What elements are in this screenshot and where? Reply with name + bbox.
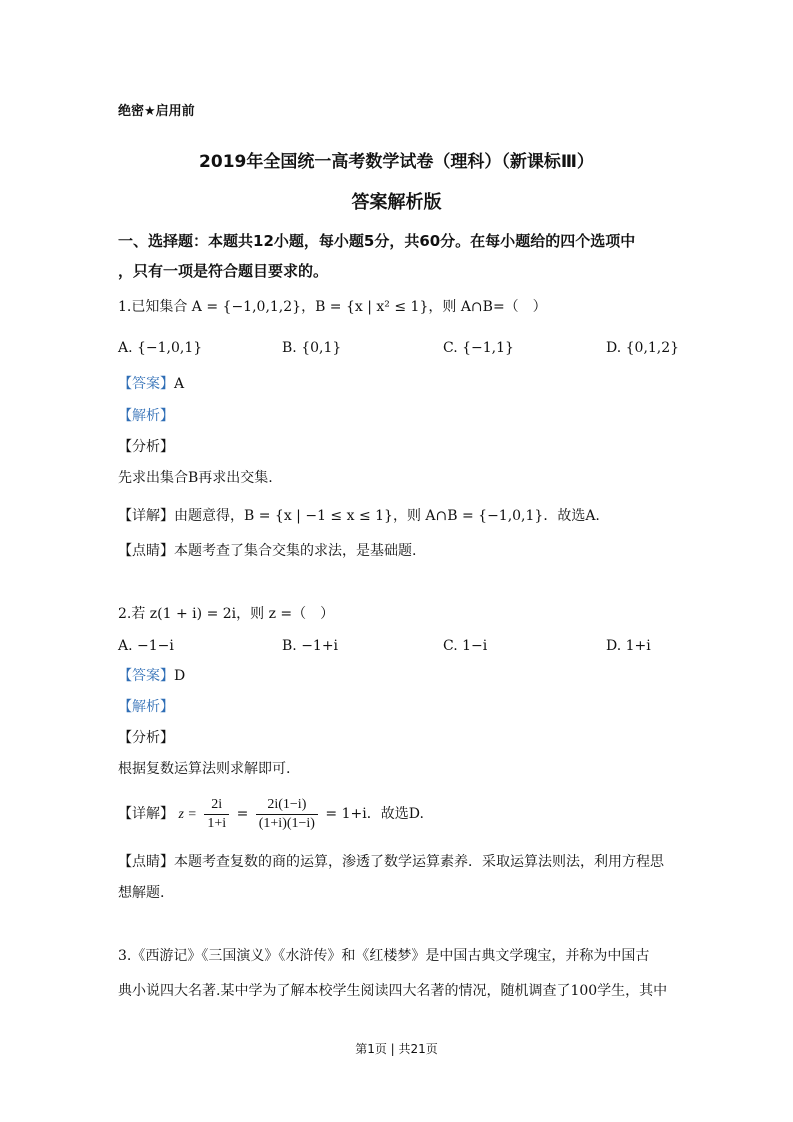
q2-stem: 2.若 z(1 + i) = 2i，则 z =（ ） [118, 606, 335, 622]
q2-fenxi-text: 根据复数运算法则求解即可. [118, 761, 291, 777]
q1-answer-row [118, 374, 184, 394]
page-title: 2019年全国统一高考数学试卷（理科）（新课标Ⅲ） [199, 152, 594, 172]
page-subtitle: 答案解析版 [351, 192, 442, 213]
q2-detail-lhs: z = [178, 807, 197, 822]
q2-option-d: D. 1+i [606, 638, 651, 654]
q1-option-a: A. {−1,0,1} [118, 340, 203, 356]
q1-comment-row [118, 541, 416, 561]
q2-fraction-1-denominator: 1+i [207, 815, 227, 831]
q1-stem: 1.已知集合 A = {−1,0,1,2}，B = {x | x² ≤ 1}，则 A∩B=（ ） [118, 299, 547, 315]
q1-analysis-tag: 【解析】 [118, 408, 174, 424]
q1-answer-value: A [174, 376, 185, 392]
section-heading-line1: 一、选择题：本题共12小题，每小题5分，共60分。在每小题给的四个选项中 [118, 232, 636, 250]
q3-stem-line1: 3.《西游记》《三国演义》《水浒传》和《红楼梦》是中国古典文学瑰宝，并称为中国古 [118, 948, 650, 964]
q2-analysis-tag: 【解析】 [118, 699, 174, 715]
q2-option-c: C. 1−i [443, 638, 488, 654]
q2-answer-tag: 【答案】 [118, 668, 174, 684]
q2-option-b: B. −1+i [282, 638, 339, 654]
q2-detail-tag: 【详解】 [118, 806, 174, 822]
q1-comment-text: 本题考查了集合交集的求法，是基础题. [174, 543, 417, 559]
q1-detail-row [118, 506, 600, 526]
q2-option-a: A. −1−i [118, 638, 174, 654]
q1-fenxi-text: 先求出集合B再求出交集. [118, 470, 273, 486]
q2-fraction-2-denominator: (1+i)(1−i) [258, 815, 315, 831]
q2-fraction-1-numerator: 2i [204, 796, 229, 815]
q2-fenxi-tag: 【分析】 [118, 730, 174, 746]
q2-fraction-2-numerator: 2i(1−i) [256, 796, 318, 815]
confidential-label: 绝密★启用前 [118, 104, 195, 119]
q2-comment-text-2: 想解题. [118, 885, 165, 901]
q2-answer-value: D [174, 668, 186, 684]
q1-option-c: C. {−1,1} [443, 340, 514, 356]
section-heading-line2: ，只有一项是符合题目要求的。 [118, 262, 329, 280]
q2-comment-tag: 【点睛】 [118, 854, 174, 870]
q2-comment-text-1: 本题考查复数的商的运算，渗透了数学运算素养．采取运算法则法，利用方程思 [174, 854, 664, 870]
q3-stem-line2: 典小说四大名著.某中学为了解本校学生阅读四大名著的情况，随机调查了100学生，其中 [118, 983, 668, 999]
q2-equals: = [236, 806, 249, 822]
q2-answer-row [118, 666, 185, 686]
q1-fenxi-tag: 【分析】 [118, 439, 174, 455]
q2-fraction-2 [256, 796, 318, 833]
q2-detail-rhs: = 1+i．故选D. [325, 806, 424, 822]
q1-detail-tag: 【详解】 [118, 508, 174, 524]
q1-option-d: D. {0,1,2} [606, 340, 680, 356]
q2-comment-row [118, 852, 664, 872]
page-footer: 第1页 | 共21页 [355, 1042, 438, 1056]
q1-detail-text: 由题意得，B = {x | −1 ≤ x ≤ 1}，则 A∩B = {−1,0,1}．故选A. [174, 508, 600, 524]
q1-answer-tag: 【答案】 [118, 376, 174, 392]
q1-option-b: B. {0,1} [282, 340, 342, 356]
q2-fraction-1 [204, 796, 229, 833]
q1-comment-tag: 【点睛】 [118, 543, 174, 559]
q2-detail-row [118, 794, 424, 835]
